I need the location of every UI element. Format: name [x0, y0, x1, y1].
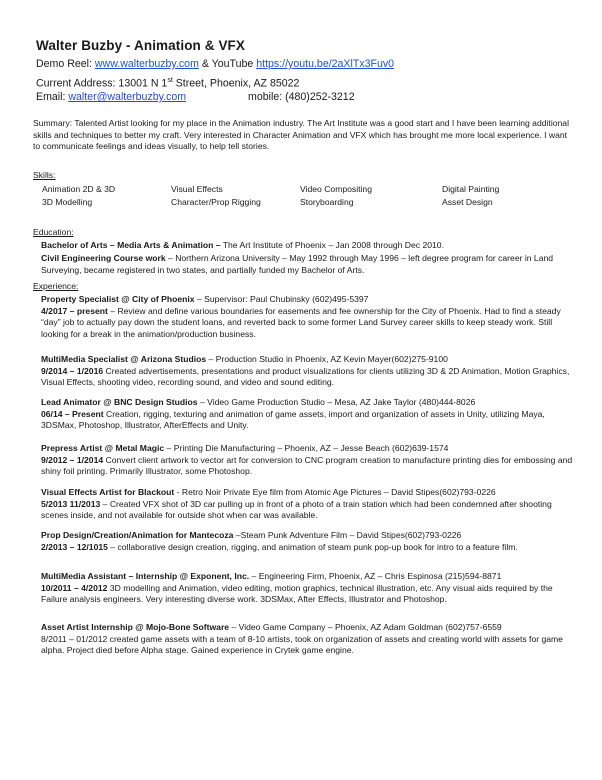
resume-name-title: Walter Buzby - Animation & VFX: [36, 38, 246, 53]
skill-item: Video Compositing: [300, 184, 372, 194]
job-employer: – Supervisor: Paul Chubinsky (602)495-5397: [194, 294, 369, 304]
job-dates: 5/2013 11/2013: [41, 498, 101, 509]
degree-title: Bachelor of Arts – Media Arts & Animation –: [41, 240, 221, 250]
job-title: MultiMedia Specialist @ Arizona Studios: [41, 354, 207, 364]
job-entry: [41, 397, 576, 432]
job-dates: 9/2012 – 1/2014: [41, 454, 104, 465]
job-description: Convert client artwork to vector art for conversion to CNC program creation to manufacture printing dies for embossing and shiny foil printing. Primarily Illustrator, some Photoshop.: [41, 454, 573, 477]
job-dates: 06/14 – Present: [41, 408, 104, 419]
degree-details: The Art Institute of Phoenix – Jan 2008 through Dec 2010.: [220, 240, 444, 250]
address-line: [36, 74, 299, 91]
job-title: Visual Effects Artist for Blackout: [41, 487, 175, 497]
job-title: MultiMedia Assistant – Internship @ Exponent, Inc.: [41, 571, 250, 581]
job-entry: [41, 622, 576, 657]
website-link[interactable]: www.walterbuzby.com: [94, 58, 199, 70]
job-description: – collaborative design creation, rigging, and animation of steam punk pop-up book for intro to a feature film.: [107, 541, 518, 552]
job-dates: 9/2014 – 1/2016: [41, 365, 104, 376]
coursework-details: – Northern Arizona University – May 1992 through May 1996 – left degree program for career in Land Surveying, became registered in two states, and partially funded my Bachelor of Arts.: [41, 253, 554, 275]
job-employer: – Production Studio in Phoenix, AZ Kevin Mayer(602)275-9100: [206, 354, 448, 364]
job-employer: – Video Game Company – Phoenix, AZ Adam Goldman (602)757-6559: [229, 622, 502, 632]
job-dates: 4/2017 – present: [41, 305, 108, 316]
job-title: Prepress Artist @ Metal Magic: [41, 443, 165, 453]
education-entry-2: [41, 253, 576, 276]
youtube-link[interactable]: https://youtu.be/2aXlTx3Fuv0: [256, 58, 395, 70]
job-title: Lead Animator @ BNC Design Studios: [41, 397, 198, 407]
job-description: Created advertisements, presentations and product visualizations for clients utilizing 3D & 2D Animation, Motion Graphics, Visual Effects, shooting video, recording sound, and video and sound editing.: [41, 365, 570, 388]
summary-paragraph: Summary: Talented Artist looking for my place in the Animation industry. The Art Institute was a good start and I have been learning additional skills and techniques to better my craft. Very interested in Character Animation and VFX which has brought me more local experience. I want to communicate feelings and ideas visually, to help tell stories.: [33, 118, 569, 152]
job-description: Creation, rigging, texturing and animation of game assets, import and organization of assets in Unity, utilizing Maya, 3DSMax, Photoshop, Illustrator, AfterEffects and Unity.: [41, 408, 545, 431]
skills-heading: Skills:: [33, 170, 56, 180]
email-line: [36, 91, 355, 104]
job-entry: [41, 443, 576, 478]
skill-item: Animation 2D & 3D: [42, 184, 116, 194]
demo-reel-line: [36, 58, 394, 71]
job-title: Asset Artist Internship @ Mojo-Bone Software: [41, 622, 230, 632]
skill-item: Visual Effects: [171, 184, 223, 194]
job-title: Property Specialist @ City of Phoenix: [41, 294, 195, 304]
job-description: – Review and define various boundaries for easements and fee ownership for the City of Phoenix. Had to find a steady “day” job to actually pay down the student loans, and reverted back to some former Land Survey career skills to keep steady work. Still looking for a break in the animation/production business.: [41, 305, 561, 339]
email-link[interactable]: walter@walterbuzby.com: [68, 91, 187, 103]
address-superscript: st: [167, 77, 173, 84]
job-employer: – Printing Die Manufacturing – Phoenix, AZ – Jesse Beach (602)639-1574: [164, 443, 449, 453]
job-entry: [41, 294, 576, 340]
job-entry: [41, 354, 576, 389]
job-employer: - Retro Noir Private Eye film from Atomic Age Pictures – David Stipes(602)793-0226: [174, 487, 496, 497]
job-description: 8/2011 – 01/2012 created game assets with a team of 8-10 artists, took on organization of assets and creating world with assets for game alpha. Project died before Alpha stage. Gained experience in Crytek game engine.: [41, 633, 563, 656]
email-label: Email:: [36, 91, 66, 103]
demo-reel-label: Demo Reel:: [36, 58, 92, 70]
skill-item: 3D Modelling: [42, 197, 93, 207]
job-entry: [41, 530, 576, 553]
job-employer: – Video Game Production Studio – Mesa, AZ Jake Taylor (480)444-8026: [197, 397, 476, 407]
education-entry-1: [41, 240, 576, 252]
job-description: – Created VFX shot of 3D car pulling up in front of a photo of a train station which had been condemned after shooting scenes inside, and not available for outside shot when car was available.: [41, 498, 552, 521]
skill-item: Character/Prop Rigging: [171, 197, 261, 207]
job-dates: 10/2011 – 4/2012: [41, 582, 108, 593]
job-description: 3D modelling and Animation, video editing, motion graphics, technical illustration, etc. Any visual aids required by the Failure analysis engineers. Very interesting diverse work. 3DSMax, After Effects, Illustrator and Photoshop.: [41, 582, 553, 605]
job-entry: [41, 571, 576, 606]
job-title: Prop Design/Creation/Animation for Mantecoza: [41, 530, 234, 540]
skill-item: Storyboarding: [300, 197, 354, 207]
skill-item: Asset Design: [442, 197, 493, 207]
coursework-title: Civil Engineering Course work: [41, 253, 166, 263]
address-text-rest: Street, Phoenix, AZ 85022: [172, 77, 300, 90]
education-heading: Education:: [33, 227, 74, 237]
experience-heading: Experience:: [33, 281, 79, 291]
skill-item: Digital Painting: [442, 184, 500, 194]
job-employer: – Engineering Firm, Phoenix, AZ – Chris Espinosa (215)594-8871: [249, 571, 502, 581]
job-entry: [41, 487, 576, 522]
mobile-number: mobile: (480)252-3212: [248, 91, 355, 103]
job-dates: 2/2013 – 12/1015: [41, 541, 108, 552]
job-employer: –Steam Punk Adventure Film – David Stipes(602)793-0226: [233, 530, 462, 540]
address-text: Current Address: 13001 N 1: [36, 77, 168, 90]
youtube-label: & YouTube: [201, 58, 254, 70]
